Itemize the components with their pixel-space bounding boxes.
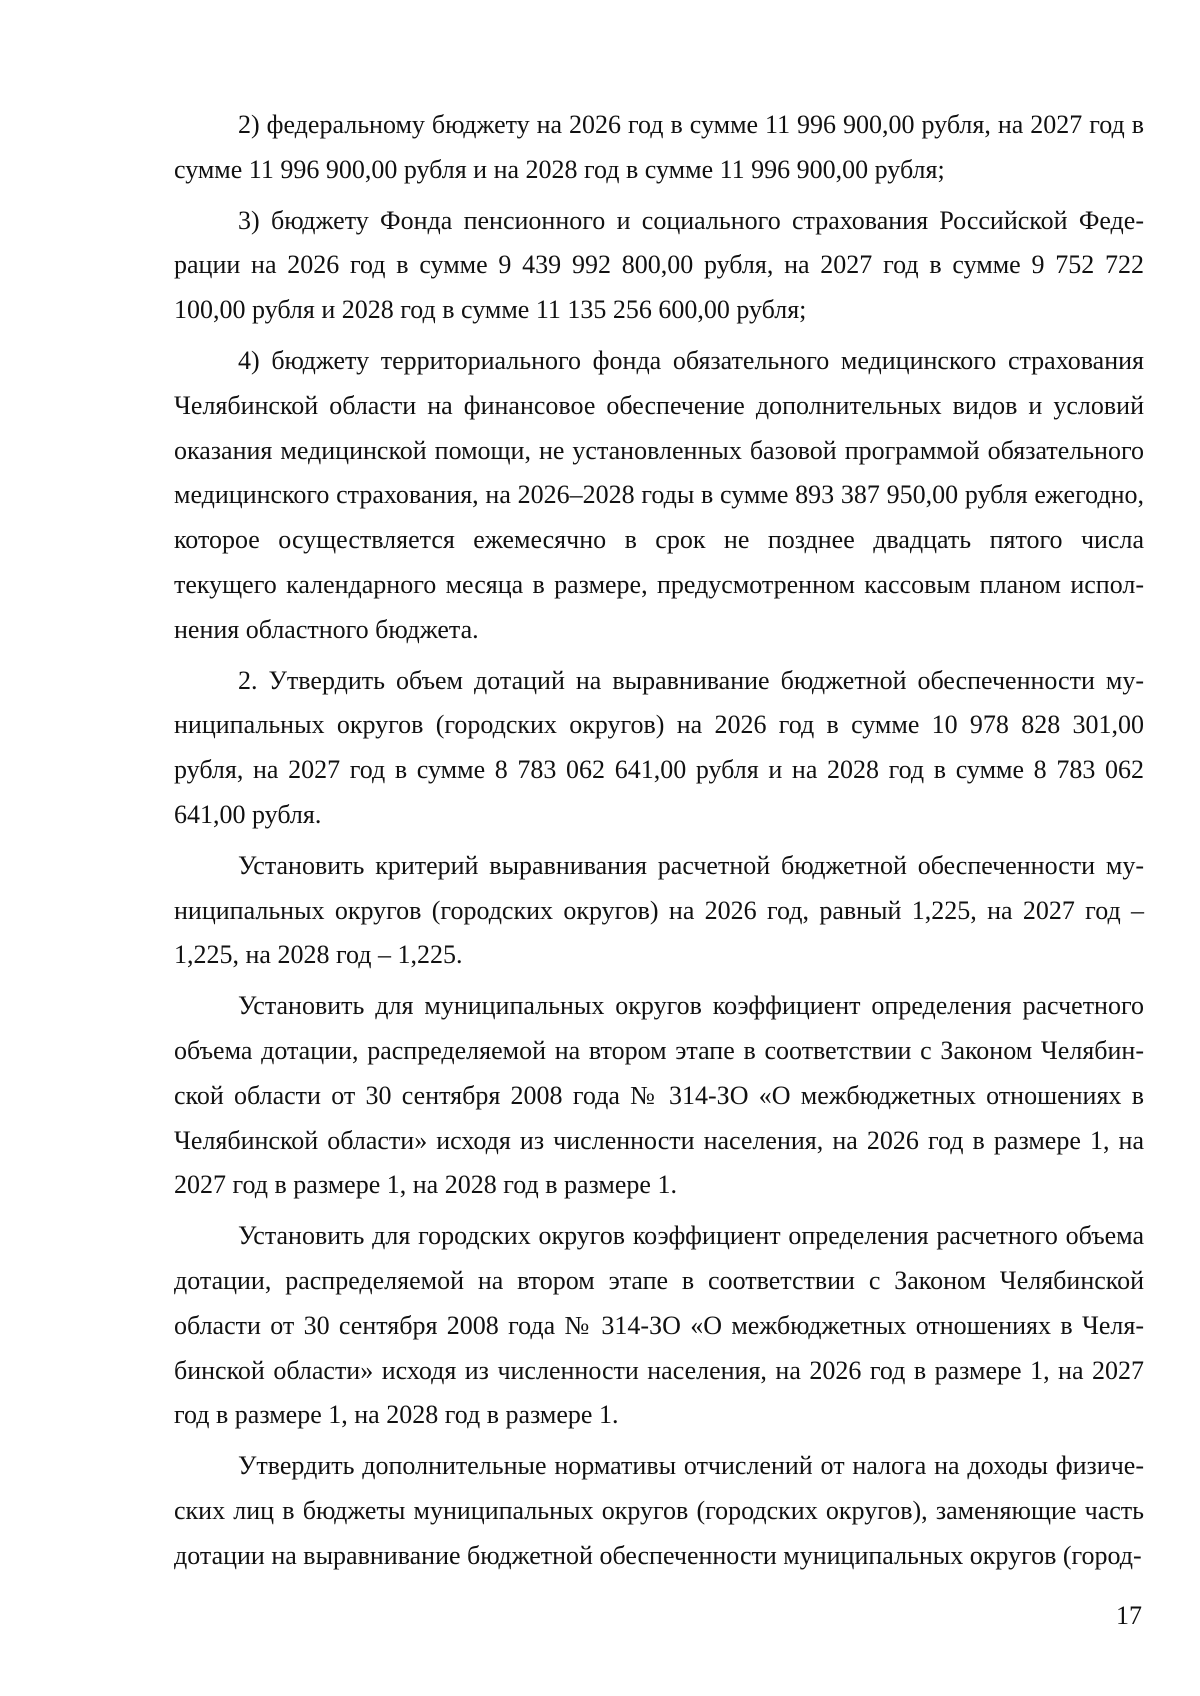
paragraph-federal-budget: 2) федеральному бюджету на 2026 год в сумме 11 996 900,00 рубля, на 2027 год в сумме 11 996 900,00 рубля и на 2028 год в сумме 11 996 900,00 рубля; xyxy=(174,110,1144,184)
paragraph-municipal-district-coefficient: Установить для муниципальных округов коэффициент определения расчетного объема дотации, распределяемой на втором этапе в соответствии с Законом Челябинской области от 30 сентября 2008 года № 314-ЗО «О межбюджетных отношениях в Челябинской области» исходя из численности населения, на 2026 год в размере 1, на 2027 год в размере 1, на 2028 год в размере 1. xyxy=(174,991,1144,1200)
paragraph-income-tax-norms: Утвердить дополнительные нормативы отчислений от налога на доходы физических лиц в бюджеты муниципальных округов (городских округов), заменяющие часть дотации на выравнивание бюджетной обеспеченности муниципальных округов (город- xyxy=(174,1451,1144,1570)
paragraph-pension-fund: 3) бюджету Фонда пенсионного и социального страхования Российской Федерации на 2026 год в сумме 9 439 992 800,00 рубля, на 2027 год в сумме 9 752 722 100,00 рубля и 2028 год в сумме 11 135 256 600,00 рубля; xyxy=(174,205,1144,325)
page-number: 17 xyxy=(1116,1601,1142,1630)
paragraph-equalization-criterion: Установить критерий выравнивания расчетной бюджетной обеспеченности муниципальных округов (городских округов) на 2026 год, равный 1,225, на 2027 год – 1,225, на 2028 год – 1,225. xyxy=(174,850,1144,970)
paragraph-city-district-coefficient: Установить для городских округов коэффициент определения расчетного объема дотации, распределяемой на втором этапе в соответствии с Законом Челябинской области от 30 сентября 2008 года № 314-ЗО «О межбюджетных отношениях в Челябинской области» исходя из численности населения, на 2026 год в размере 1, на 2027 год в размере 1, на 2028 год в размере 1. xyxy=(174,1221,1144,1430)
paragraph-medical-insurance-fund: 4) бюджету территориального фонда обязательного медицинского страхования Челябинской области на финансовое обеспечение дополнительных видов и условий оказания медицинской помощи, не установленных базовой программой обязательного медицинского страхования, на 2026–2028 годы в сумме 893 387 950,00 рубля ежегодно, которое осуществляется ежемесячно в срок не позднее двадцать пятого числа текущего календарного месяца в размере, предусмотренном кассовым планом исполнения областного бюджета. xyxy=(174,345,1144,644)
document-body xyxy=(174,103,1144,1585)
paragraph-equalization-grants: 2. Утвердить объем дотаций на выравнивание бюджетной обеспеченности муниципальных округов (городских округов) на 2026 год в сумме 10 978 828 301,00 рубля, на 2027 год в сумме 8 783 062 641,00 рубля и на 2028 год в сумме 8 783 062 641,00 рубля. xyxy=(174,665,1144,829)
